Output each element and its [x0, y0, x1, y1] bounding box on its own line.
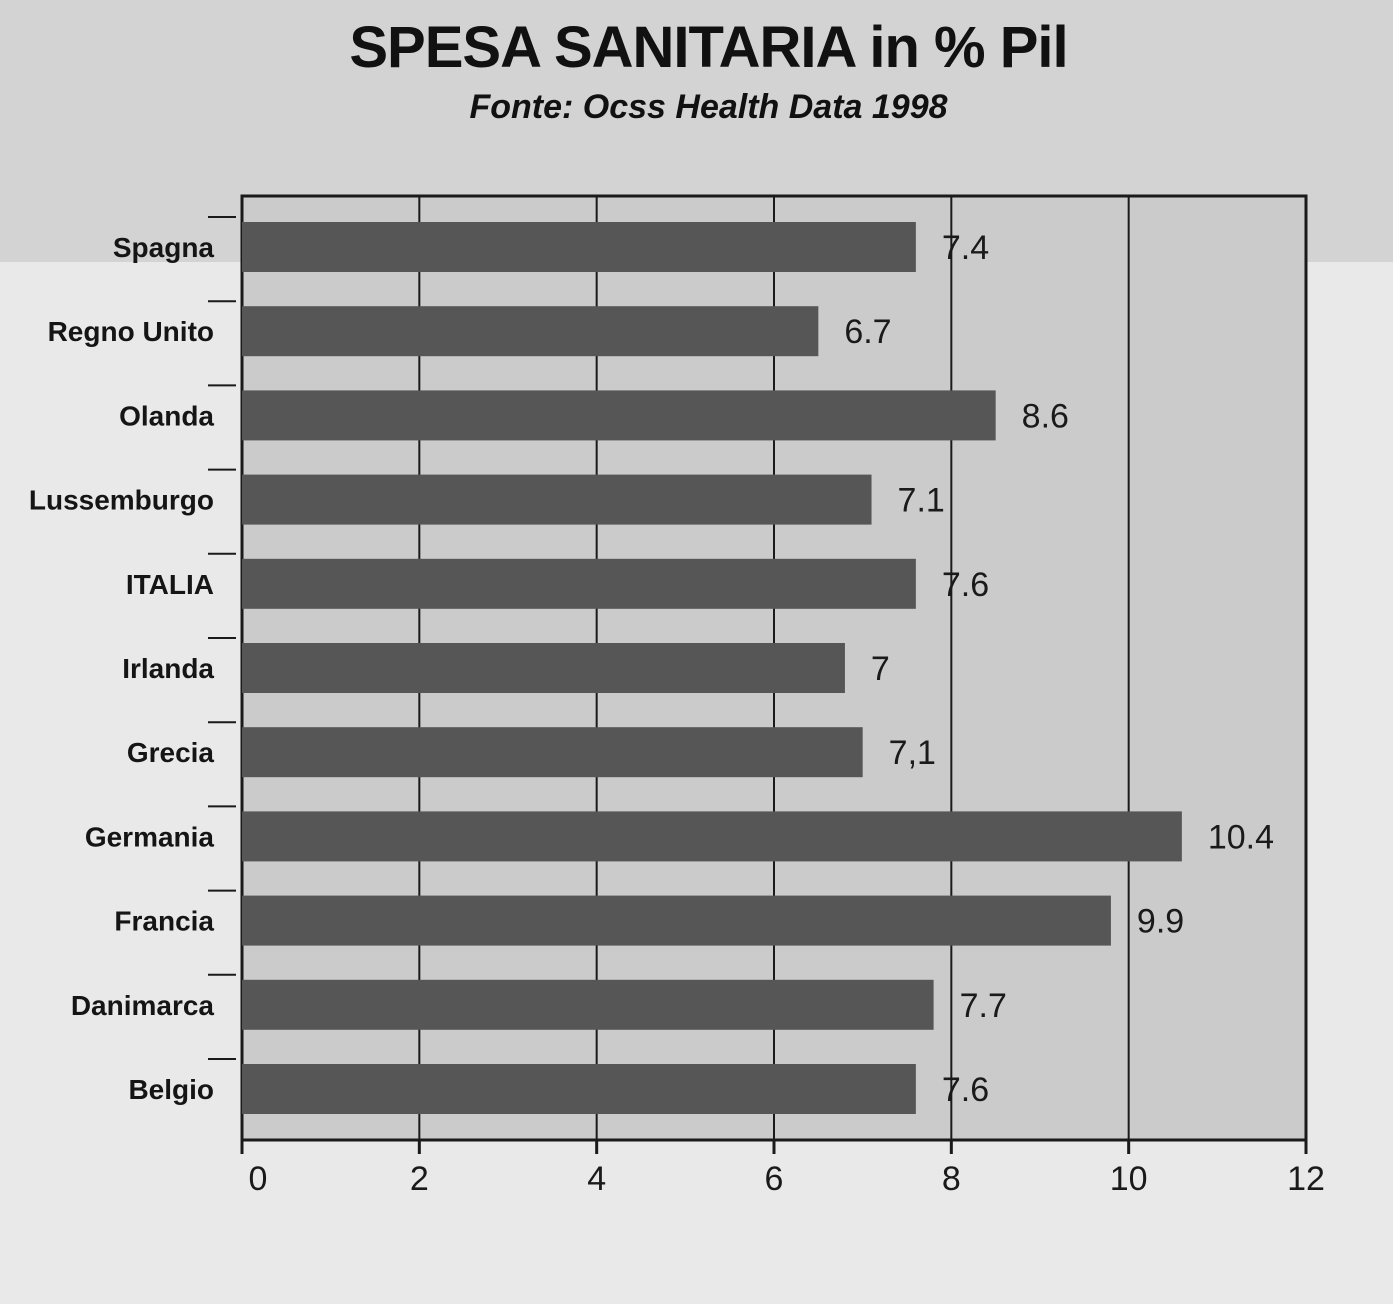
bar-9 [242, 980, 934, 1030]
value-label-0: 7.4 [941, 229, 990, 267]
bar-1 [242, 306, 818, 356]
x-tick-label-6: 6 [764, 1160, 784, 1198]
category-label-1: Regno Unito [47, 316, 214, 348]
value-label-10: 7.6 [941, 1071, 990, 1109]
value-label-8: 9.9 [1136, 902, 1185, 941]
value-label-4: 7.6 [941, 565, 990, 604]
x-tick-label-8: 8 [941, 1160, 961, 1198]
value-label-9: 7.7 [959, 986, 1007, 1025]
category-label-4: ITALIA [125, 568, 214, 600]
category-label-2: Olanda [119, 400, 214, 432]
value-label-5: 7 [870, 650, 890, 688]
x-tick-label-0: 0 [248, 1160, 268, 1198]
category-label-7: Germania [84, 821, 214, 853]
category-label-0: Spagna [112, 232, 214, 263]
category-label-5: Irlanda [122, 653, 214, 684]
x-tick-label-4: 4 [587, 1160, 607, 1198]
chart-subtitle: Fonte: Ocss Health Data 1998 [469, 88, 948, 126]
x-tick-label-12: 12 [1287, 1160, 1325, 1198]
value-label-6: 7,1 [888, 734, 936, 773]
category-label-8: Francia [114, 905, 214, 937]
bar-10 [242, 1064, 916, 1114]
value-label-1: 6.7 [844, 313, 892, 352]
value-label-3: 7.1 [897, 481, 945, 520]
value-label-7: 10.4 [1207, 818, 1275, 857]
x-tick-label-10: 10 [1109, 1160, 1148, 1198]
category-label-10: Belgio [128, 1074, 214, 1105]
bar-2 [242, 390, 996, 440]
bar-3 [242, 475, 872, 525]
bar-4 [242, 559, 916, 609]
bar-6 [242, 727, 863, 777]
chart-title: SPESA SANITARIA in % Pil [349, 15, 1068, 80]
category-label-6: Grecia [126, 737, 214, 769]
bar-7 [242, 811, 1182, 861]
category-label-9: Danimarca [70, 989, 214, 1021]
x-tick-label-2: 2 [409, 1160, 429, 1198]
bar-5 [242, 643, 845, 693]
value-label-2: 8.6 [1021, 397, 1069, 436]
category-label-3: Lussemburgo [28, 484, 214, 516]
bar-0 [242, 222, 916, 272]
bar-8 [242, 896, 1111, 946]
